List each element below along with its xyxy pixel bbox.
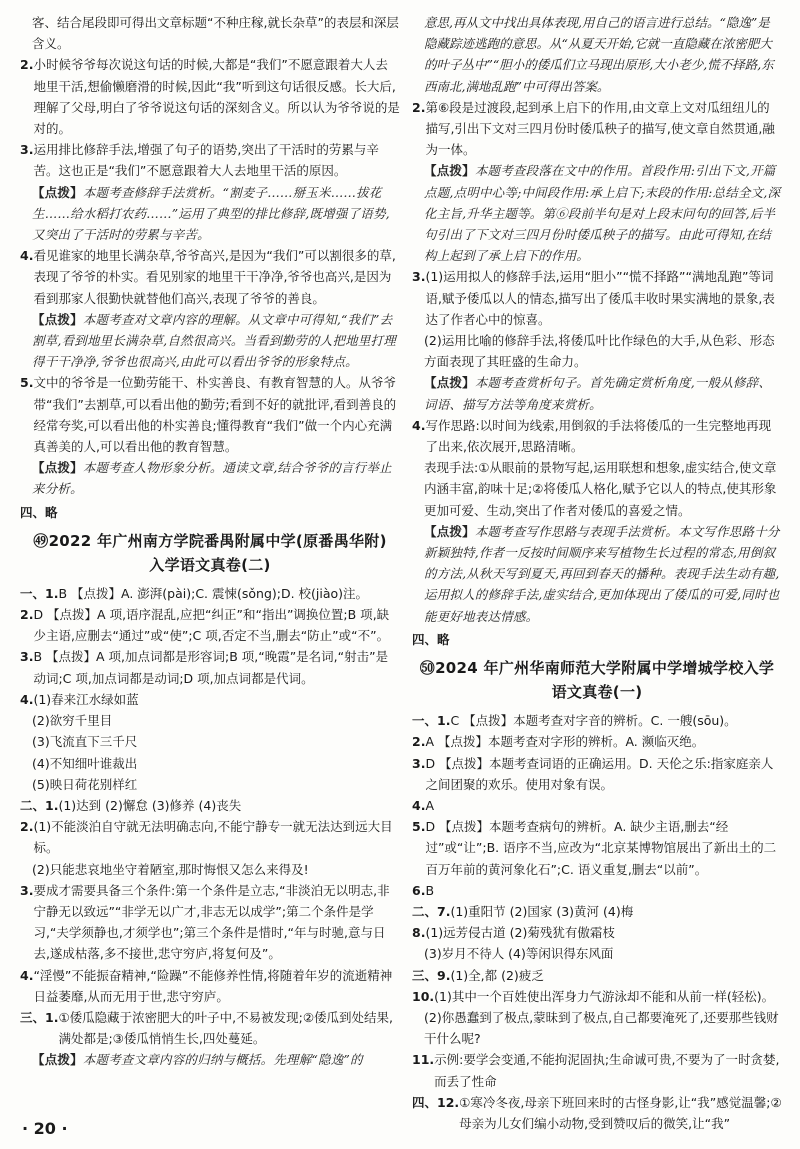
answer-text: (1)全,都 (2)疲乏 bbox=[450, 967, 544, 983]
hint-paragraph bbox=[412, 521, 782, 627]
hint-paragraph bbox=[412, 160, 782, 266]
answer-number: 2. bbox=[20, 57, 34, 73]
answer-number: 6. bbox=[412, 882, 426, 898]
answer-number: 4. bbox=[20, 967, 34, 983]
hint-tag: 【点拨】 bbox=[32, 1052, 83, 1068]
section-heading: 四、略 bbox=[412, 631, 450, 647]
answer-text: B bbox=[425, 882, 435, 898]
answer-line: (2)欲穷千里目 bbox=[32, 713, 113, 729]
answer-item bbox=[20, 816, 400, 858]
section-heading: 四、略 bbox=[20, 504, 58, 520]
answer-text: A 【点拨】本题考查对字形的辨析。A. 濒临灭绝。 bbox=[425, 734, 705, 750]
hint-text: 本题考查对文章内容的理解。从文章中可得知,“我们”去割草,看到地里长满杂草,自然很高兴。当看到勤劳的人把地里打理得干干净净,爷爷也很高兴,由此可以看出爷爷的形象特点。 bbox=[32, 311, 396, 370]
answer-line: (4)不知细叶谁裁出 bbox=[32, 755, 138, 771]
answer-text: (1)重阳节 (2)国家 (3)黄河 (4)梅 bbox=[450, 903, 634, 919]
right-column bbox=[412, 12, 782, 1131]
hint-paragraph bbox=[20, 1049, 400, 1070]
answer-text: (1)不能淡泊自守就无法明确志向,不能宁静专一就无法达到远大目标。 bbox=[33, 819, 393, 856]
answer-item bbox=[412, 753, 782, 795]
hint-tag: 【点拨】 bbox=[32, 460, 83, 476]
hint-tag: 【点拨】 bbox=[424, 163, 475, 179]
answer-number: 11. bbox=[412, 1052, 435, 1068]
answer-text: D 【点拨】本题考查病句的辨析。A. 缺少主语,删去“经过”或“让”;B. 语序不当,应改为“北京某博物馆展出了新出土的二百万年前的黄河象化石”;C. 语义重复,删去“以前”。 bbox=[425, 819, 777, 877]
answer-item bbox=[20, 880, 400, 965]
answer-number: 3. bbox=[20, 882, 34, 898]
answer-number: 一、1. bbox=[412, 713, 451, 729]
answer-number: 10. bbox=[412, 988, 435, 1004]
hint-tag: 【点拨】 bbox=[32, 311, 83, 327]
answer-number: 2. bbox=[412, 99, 426, 115]
answer-text: (1)达到 (2)懈怠 (3)修养 (4)丧失 bbox=[58, 797, 242, 813]
exam-title-line1: 2022 年广州南方学院番禺附属中学(原番禺华附) bbox=[48, 531, 387, 550]
answer-text: 运用排比修辞手法,增强了句子的语势,突出了干活时的劳累与辛苦。这也正是“我们”不愿意跟着大人去地里干活的原因。 bbox=[33, 142, 379, 179]
answer-line: (3)飞流直下三千尺 bbox=[32, 734, 138, 750]
answer-item bbox=[20, 965, 400, 1007]
answer-text: 小时候爷爷每次说这句话的时候,大都是“我们”不愿意跟着大人去地里干活,想偷懒磨滑的时候,因此“我”听到这句话很反感。长大后,理解了父母,明白了爷爷说这句话的深刻含义。所以认为爷爷说的是对的。 bbox=[33, 57, 400, 137]
answer-number: 3. bbox=[412, 269, 426, 285]
answer-item bbox=[412, 415, 782, 457]
hint-text: 本题考查写作思路与表现手法赏析。本文写作思路十分新颖独特,作者一反按时间顺序来写植物生长过程的常态,用倒叙的方法,从秋天写到夏天,再回到春天的播种。表现手法生动有趣,运用拟人的修辞手法,虚实结合,更加体现出了倭瓜的可爱,同时也能更好地表达情感。 bbox=[424, 523, 780, 624]
answer-number: 4. bbox=[20, 248, 34, 264]
answer-item bbox=[412, 816, 782, 880]
answer-item bbox=[412, 795, 782, 816]
answer-text: B 【点拨】A. 澎湃(pài);C. 震悚(sǒng);D. 校(jiào)注。 bbox=[58, 585, 369, 601]
answer-text: D 【点拨】本题考查词语的正确运用。D. 天伦之乐:指家庭亲人之间团聚的欢乐。使用对象有误。 bbox=[425, 755, 774, 792]
answer-number: 4. bbox=[412, 797, 426, 813]
answer-text: 要成才需要具备三个条件:第一个条件是立志,“非淡泊无以明志,非宁静无以致远”“非学无以广才,非志无以成学”;第二个条件是学习,“夫学须静也,才须学也”;第三个条件是惜时,“年与时驰,意与日去,遂成枯落,多不接世,悲守穷庐,将复何及”。 bbox=[33, 882, 390, 962]
hint-paragraph bbox=[20, 457, 400, 499]
answer-text: (1)其中一个百姓使出浑身力气游泳却不能和从前一样(轻松)。 bbox=[434, 988, 775, 1004]
answer-item bbox=[412, 922, 782, 943]
hint-text: 本题考查修辞手法赏析。“割麦子……掰玉米……拔花生……给水稻打农药……”运用了典型的排比修辞,既增强了语势,又突出了干活时的劳累与辛苦。 bbox=[32, 184, 390, 243]
answer-number: 2. bbox=[412, 734, 426, 750]
answer-line: (2)你愚蠢到了极点,蒙昧到了极点,自己都要淹死了,还要那些钱财干什么呢? bbox=[424, 1009, 779, 1047]
answer-item bbox=[20, 54, 400, 139]
exam-title bbox=[412, 656, 782, 704]
hint-tag: 【点拨】 bbox=[424, 523, 475, 539]
answer-text: 写作思路:以时间为线索,用倒叙的手法将倭瓜的一生完整地再现了出来,依次展开,思路清晰。 bbox=[425, 417, 772, 455]
exam-title bbox=[20, 529, 400, 577]
exam-title-line2: 入学语文真卷(二) bbox=[149, 555, 271, 574]
answer-number: 2. bbox=[20, 607, 34, 623]
answer-text: B 【点拨】A 项,加点词都是形容词;B 项,“晚霞”是名词,“射击”是动词;C 项,加点词都是动词;D 项,加点词都是代词。 bbox=[33, 649, 389, 686]
answer-number: 4. bbox=[412, 417, 426, 433]
answer-number: 8. bbox=[412, 925, 426, 941]
answer-item bbox=[20, 1007, 400, 1049]
answer-item bbox=[20, 245, 400, 309]
answer-item bbox=[412, 1092, 782, 1134]
answer-item bbox=[20, 372, 400, 457]
answer-number: 四、12. bbox=[412, 1094, 460, 1110]
answer-text: ①倭瓜隐藏于浓密肥大的叶子中,不易被发现;②倭瓜到处结果,满处都是;③倭瓜悄悄生长,四处蔓延。 bbox=[58, 1009, 394, 1047]
answer-number: 一、1. bbox=[20, 585, 59, 601]
answer-line: (3)岁月不待人 (4)等闲识得东风面 bbox=[424, 946, 614, 962]
answer-line: (2)运用比喻的修辞手法,将倭瓜叶比作绿色的大手,从色彩、形态方面表现了其旺盛的生命力。 bbox=[424, 333, 775, 370]
answer-item bbox=[412, 965, 782, 986]
answer-text: (1)运用拟人的修辞手法,运用“胆小”“慌不择路”“满地乱跑”等词语,赋予倭瓜以人的情态,描写出了倭瓜丰收时果实满地的景象,表达了作者心中的惊喜。 bbox=[425, 269, 775, 327]
hint-text: 本题考查赏析句子。首先确定赏析角度,一般从修辞、词语、描写方法等角度来赏析。 bbox=[424, 375, 772, 412]
hint-paragraph bbox=[20, 309, 400, 373]
answer-text: “淫慢”不能振奋精神,“险躁”不能修养性情,将随着年岁的流逝精神日益萎靡,从而无用于世,悲守穷庐。 bbox=[33, 967, 393, 1004]
answer-text: 文中的爷爷是一位勤劳能干、朴实善良、有教育智慧的人。从爷爷带“我们”去割草,可以看出他的勤劳;看到不好的就批评,看到善良的经常夸奖,可以看出他的朴实善良;懂得教育“我们”做一个内心充满真善美的人,可以看出他的教育智慧。 bbox=[33, 375, 397, 455]
answer-item bbox=[412, 97, 782, 161]
answer-number: 3. bbox=[412, 755, 426, 771]
answer-text: 第⑥段是过渡段,起到承上启下的作用,由文章上文对瓜纽纽儿的描写,引出下文对三四月份时倭瓜秧子的描写,使文章自然贯通,融为一体。 bbox=[425, 99, 775, 158]
answer-text: D 【点拨】A 项,语序混乱,应把“纠正”和“指出”调换位置;B 项,缺少主语,应删去“通过”或“使”;C 项,否定不当,删去“防止”或“不”。 bbox=[33, 607, 390, 644]
answer-item bbox=[20, 689, 400, 710]
exam-title-line1: 2024 年广州华南师范大学附属中学增城学校入学 bbox=[435, 659, 775, 678]
hint-paragraph bbox=[412, 372, 782, 414]
answer-text: C 【点拨】本题考查对字音的辨析。C. 一艘(sōu)。 bbox=[450, 713, 737, 729]
hint-tag: 【点拨】 bbox=[32, 184, 83, 200]
answer-item bbox=[412, 266, 782, 330]
answer-number: 5. bbox=[20, 375, 34, 391]
answer-text: (1)远芳侵古道 (2)菊残犹有傲霜枝 bbox=[425, 925, 615, 941]
answer-item bbox=[412, 731, 782, 752]
answer-number: 三、1. bbox=[20, 1009, 59, 1025]
answer-text: (1)春来江水绿如蓝 bbox=[33, 691, 139, 707]
hint-text: 本题考查段落在文中的作用。首段作用:引出下文,开篇点题,点明中心等;中间段作用:承上启下;末段的作用:总结全文,深化主旨,升华主题等。第⑥段前半句是对上段末问句的回答,后半句引出了下文对三四月份时倭瓜秧子的描写。由此可得知,在结构上起到了承上启下的作用。 bbox=[424, 163, 781, 264]
answer-item bbox=[412, 1049, 782, 1091]
answer-item bbox=[20, 646, 400, 688]
answer-number: 4. bbox=[20, 691, 34, 707]
answer-number: 三、9. bbox=[412, 967, 451, 983]
answer-item bbox=[412, 880, 782, 901]
answer-line: (2)只能悲哀地坐守着陋室,那时悔恨又怎么来得及! bbox=[32, 861, 309, 877]
answer-number: 3. bbox=[20, 142, 34, 158]
left-column bbox=[20, 12, 400, 1109]
answer-number: 2. bbox=[20, 819, 34, 835]
exam-title-line2: 语文真卷(一) bbox=[551, 683, 643, 702]
answer-text: 看见谁家的地里长满杂草,爷爷高兴,是因为“我们”可以割很多的草,表现了爷爷的朴实。看见别家的地里干干净净,爷爷也高兴,是因为看到那家人很勤快就替他们高兴,表现了爷爷的善良。 bbox=[33, 248, 396, 306]
continued-hint-text: 意思,再从文中找出具体表现,用自己的语言进行总结。“隐逸”是隐藏踪迹逃跑的意思。从“从夏天开始,它就一直隐藏在浓密肥大的叶子丛中”“胆小的倭瓜们立马现出原形,大小老少,慌不择路,东西南北,满地乱跑”中可得出答案。 bbox=[424, 15, 774, 94]
answer-number: 二、1. bbox=[20, 797, 59, 813]
hint-paragraph bbox=[20, 182, 400, 246]
continued-text: 客、结合尾段即可得出文章标题“不种庄稼,就长杂草”的表层和深层含义。 bbox=[32, 15, 399, 52]
answer-text: A bbox=[425, 797, 435, 813]
answer-item bbox=[20, 139, 400, 181]
answer-item bbox=[20, 795, 400, 816]
answer-line: 表现手法:①从眼前的景物写起,运用联想和想象,虚实结合,使文章内涵丰富,韵味十足;②将倭瓜人格化,赋予它以人的特点,使其形象更加可爱、生动,突出了作者对倭瓜的喜爱之情。 bbox=[424, 460, 777, 518]
answer-item bbox=[412, 710, 782, 731]
exam-number: ㊿ bbox=[419, 659, 436, 678]
hint-tag: 【点拨】 bbox=[424, 375, 475, 391]
answer-item bbox=[412, 901, 782, 922]
answer-text: 示例:要学会变通,不能拘泥固执;生命诚可贵,不要为了一时贪婪,而丢了性命 bbox=[434, 1052, 780, 1089]
answer-number: 5. bbox=[412, 819, 426, 835]
answer-item bbox=[412, 986, 782, 1007]
answer-number: 二、7. bbox=[412, 903, 451, 919]
answer-line: (5)映日荷花别样红 bbox=[32, 776, 138, 792]
answer-number: 3. bbox=[20, 649, 34, 665]
hint-text: 本题考查文章内容的归纳与概括。先理解“隐逸”的 bbox=[82, 1052, 363, 1068]
answer-item bbox=[20, 583, 400, 604]
answer-text: ①寒冷冬夜,母亲下班回来时的古怪身影,让“我”感觉温馨;②母亲为儿女们编小动物,受到赞叹后的微笑,让“我” bbox=[459, 1094, 782, 1131]
exam-number: ㊾ bbox=[33, 531, 49, 550]
hint-text: 本题考查人物形象分析。通读文章,结合爷爷的言行举止来分析。 bbox=[32, 460, 392, 497]
answer-item bbox=[20, 604, 400, 646]
page-number: · 20 · bbox=[22, 1118, 68, 1138]
